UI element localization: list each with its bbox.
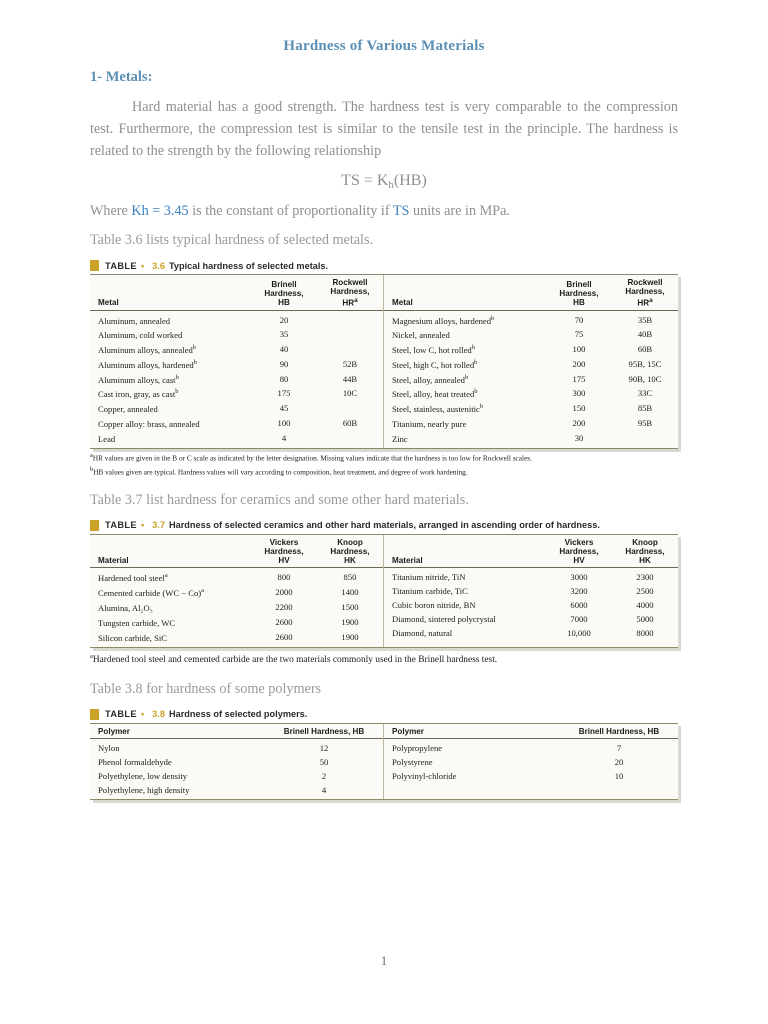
table38-left-half bbox=[90, 724, 384, 800]
table37-right-body bbox=[384, 568, 678, 643]
table-row: Polyethylene, high density 4 bbox=[98, 784, 327, 795]
table36-caption-word: TABLE bbox=[105, 260, 137, 271]
table-row: Zinc 30 bbox=[392, 432, 584, 444]
table37-left bbox=[90, 535, 383, 648]
table-row: Copper alloy: brass, annealed 100 60B bbox=[98, 418, 358, 429]
table36-caption-text: Typical hardness of selected metals. bbox=[168, 260, 329, 271]
table37-caption-text: Hardness of selected ceramics and other hard materials, arranged in ascending order of hardness. bbox=[168, 520, 600, 531]
table-row: Silicon carbide, SiC 2600 1900 bbox=[98, 631, 359, 643]
table36-caption bbox=[90, 257, 678, 274]
formula-left: TS = K bbox=[341, 172, 389, 189]
table36-left-half bbox=[90, 275, 384, 448]
table-row: Cast iron, gray, as cast$^b$ 175 10C bbox=[98, 388, 358, 400]
table37-left-header-hv: Vickers Hardness, HV bbox=[251, 535, 317, 568]
table37-caption-number: 3.7 bbox=[152, 520, 165, 531]
table-row: Phenol formaldehyde 50 bbox=[98, 756, 329, 767]
table-row: Cubic boron nitride, BN 6000 4000 bbox=[392, 600, 654, 611]
lead-line-table38: Table 3.8 for hardness of some polymers bbox=[90, 680, 322, 697]
table38-caption-number: 3.8 bbox=[152, 709, 165, 720]
caption-marker-icon bbox=[90, 520, 99, 531]
table37-left-header-hk: Knoop Hardness, HK bbox=[317, 535, 383, 568]
table38-caption-word: TABLE bbox=[105, 709, 137, 720]
page-title: Hardness of Various Materials bbox=[283, 38, 485, 54]
constant-symbol: K bbox=[131, 203, 142, 219]
table-row: Lead 4 bbox=[98, 432, 287, 444]
table36-footnote-a: aHR values are given in the B or C scale as indicated by the letter designation. Missing values indicate that the hardness is too low for Rockwell scales. bbox=[90, 452, 532, 463]
table-row: Tungsten carbide, WC 2600 1900 bbox=[98, 616, 359, 628]
lead-line-table36: Table 3.6 lists typical hardness of selected metals. bbox=[90, 232, 374, 248]
table38-left bbox=[90, 724, 383, 800]
table37-right-header-material: Material bbox=[384, 535, 546, 568]
where-prefix: Where bbox=[90, 203, 132, 219]
table37-left-half bbox=[90, 535, 384, 648]
table-row: Hardened tool steel$^a$ 800 850 bbox=[98, 572, 357, 584]
table38-caption bbox=[90, 706, 678, 723]
table-row: Nylon 12 bbox=[98, 742, 329, 753]
table38 bbox=[90, 723, 678, 801]
table-row: Steel, alloy, heat treated$^b$ 300 33C bbox=[392, 388, 653, 400]
table38-right-header-polymer: Polymer bbox=[384, 724, 560, 739]
table36-right-header-hb: Brinell Hardness, HB bbox=[546, 275, 612, 310]
table38-left-header-polymer: Polymer bbox=[90, 724, 265, 739]
table36-right-half bbox=[384, 275, 678, 448]
table-row: Nickel, annealed 75 40B bbox=[392, 329, 653, 341]
table36-footnote-b: bHB values given are typical. Hardness values will vary according to composition, heat treatment, and degree of work hardening. bbox=[90, 466, 468, 477]
page-number: 1 bbox=[380, 953, 388, 968]
section-heading-metals: 1- Metals: bbox=[90, 69, 153, 85]
table-row: Titanium, nearly pure 200 95B bbox=[392, 418, 653, 429]
table36-left-header-hr: Rockwell Hardness, $HR^a$ bbox=[317, 275, 383, 310]
table36-right-header-metal: Metal bbox=[384, 275, 546, 310]
table36-right bbox=[384, 275, 678, 448]
table-row: Steel, stainless, austenitic$^b$ 150 85B bbox=[392, 403, 653, 415]
table37-right-half bbox=[384, 535, 678, 648]
table36-left bbox=[90, 275, 383, 448]
constant-subscript: h bbox=[141, 203, 149, 219]
table36-caption-bullet: • bbox=[140, 260, 145, 271]
formula-explanation bbox=[90, 203, 678, 220]
table-row: Titanium nitride, TiN 3000 2300 bbox=[392, 572, 654, 583]
table-row: Cemented carbide (WC − Co)$^a$ 2000 1400 bbox=[98, 587, 359, 599]
table38-right-header-hb: Brinell Hardness, HB bbox=[560, 724, 678, 739]
table37-right-header-hv: Vickers Hardness, HV bbox=[546, 535, 612, 568]
table37-right-header-hk: Knoop Hardness, HK bbox=[612, 535, 678, 568]
table38-caption-text: Hardness of selected polymers. bbox=[168, 709, 308, 720]
lead-line-table37: Table 3.7 list hardness for ceramics and some other hard materials. bbox=[90, 491, 469, 508]
table38-left-body bbox=[90, 738, 383, 799]
caption-marker-icon bbox=[90, 709, 99, 720]
table-block-37 bbox=[90, 517, 678, 667]
table36-right-header-hr: Rockwell Hardness, $HR^a$ bbox=[612, 275, 678, 310]
table-row: Aluminum, annealed 20 bbox=[98, 314, 289, 326]
table-row bbox=[384, 783, 678, 799]
hardness-formula bbox=[90, 172, 678, 191]
table38-right-body bbox=[384, 738, 678, 799]
table-row: Aluminum, cold worked 35 bbox=[98, 329, 289, 341]
formula-right: (HB) bbox=[393, 172, 427, 189]
table-block-38 bbox=[90, 706, 678, 801]
caption-marker-icon bbox=[90, 260, 99, 271]
table36-left-body bbox=[90, 310, 383, 448]
table-row: Steel, alloy, annealed$^b$ 175 90B, 10C bbox=[392, 373, 662, 385]
table-row: Diamond, sintered polycrystal 7000 5000 bbox=[392, 614, 654, 625]
table37-caption-word: TABLE bbox=[105, 520, 137, 531]
table38-left-header-hb: Brinell Hardness, HB bbox=[265, 724, 383, 739]
table-row: Aluminum alloys, cast$^b$ 80 44B bbox=[98, 373, 358, 385]
table37-caption bbox=[90, 517, 678, 534]
table-row: Polystyrene 20 bbox=[392, 756, 624, 767]
table-row: Steel, high C, hot rolled$^b$ 200 95B, 15C bbox=[392, 358, 662, 370]
table36-caption-number: 3.6 bbox=[152, 260, 165, 271]
table37-left-header-material: Material bbox=[90, 535, 251, 568]
where-suffix: units are in MPa. bbox=[409, 203, 510, 219]
table38-right-half bbox=[384, 724, 678, 800]
table38-caption-bullet: • bbox=[140, 709, 145, 720]
table-block-36 bbox=[90, 257, 678, 478]
table37-caption-bullet: • bbox=[140, 520, 145, 531]
table-row: Copper, annealed 45 bbox=[98, 403, 289, 415]
table36 bbox=[90, 274, 678, 449]
formula-subscript: h bbox=[388, 179, 394, 191]
constant-value: = 3.45 bbox=[148, 203, 189, 219]
table-row: Aluminum alloys, hardened$^b$ 90 52B bbox=[98, 358, 358, 370]
table37-right bbox=[384, 535, 678, 643]
table37 bbox=[90, 534, 678, 649]
table-row: Polyethylene, low density 2 bbox=[98, 770, 327, 781]
where-middle: is the constant of proportionality if bbox=[188, 203, 393, 219]
table-row: Polyvinyl-chloride 10 bbox=[392, 770, 624, 781]
ts-symbol: TS bbox=[392, 203, 410, 219]
table-row: Steel, low C, hot rolled$^b$ 100 60B bbox=[392, 344, 653, 355]
table37-left-body bbox=[90, 568, 383, 647]
table-row: Titanium carbide, TiC 3200 2500 bbox=[392, 586, 654, 597]
table-row: Magnesium alloys, hardened$^b$ 70 35B bbox=[392, 314, 653, 326]
table38-right bbox=[384, 724, 678, 800]
table-row: Aluminum alloys, annealed$^b$ 40 bbox=[98, 344, 289, 355]
table36-left-header-metal: Metal bbox=[90, 275, 251, 310]
table36-left-header-hb: Brinell Hardness, HB bbox=[251, 275, 317, 310]
table-row: Alumina, Al₂O₃ 2200 1500 bbox=[98, 601, 359, 613]
table36-right-body bbox=[384, 310, 678, 448]
table-row: Polypropylene 7 bbox=[392, 742, 622, 753]
intro-paragraph: Hard material has a good strength. The hardness test is very comparable to the compression test. Furthermore, the compression test is similar to the tensile test in the principle. The hardness is related to the strength by the following relationship bbox=[90, 99, 678, 159]
table-row: Diamond, natural 10,000 8000 bbox=[392, 628, 654, 639]
table37-footnote-a: $^a$Hardened tool steel and cemented carbide are the two materials commonly used in the Brinell hardness test. bbox=[90, 653, 498, 666]
